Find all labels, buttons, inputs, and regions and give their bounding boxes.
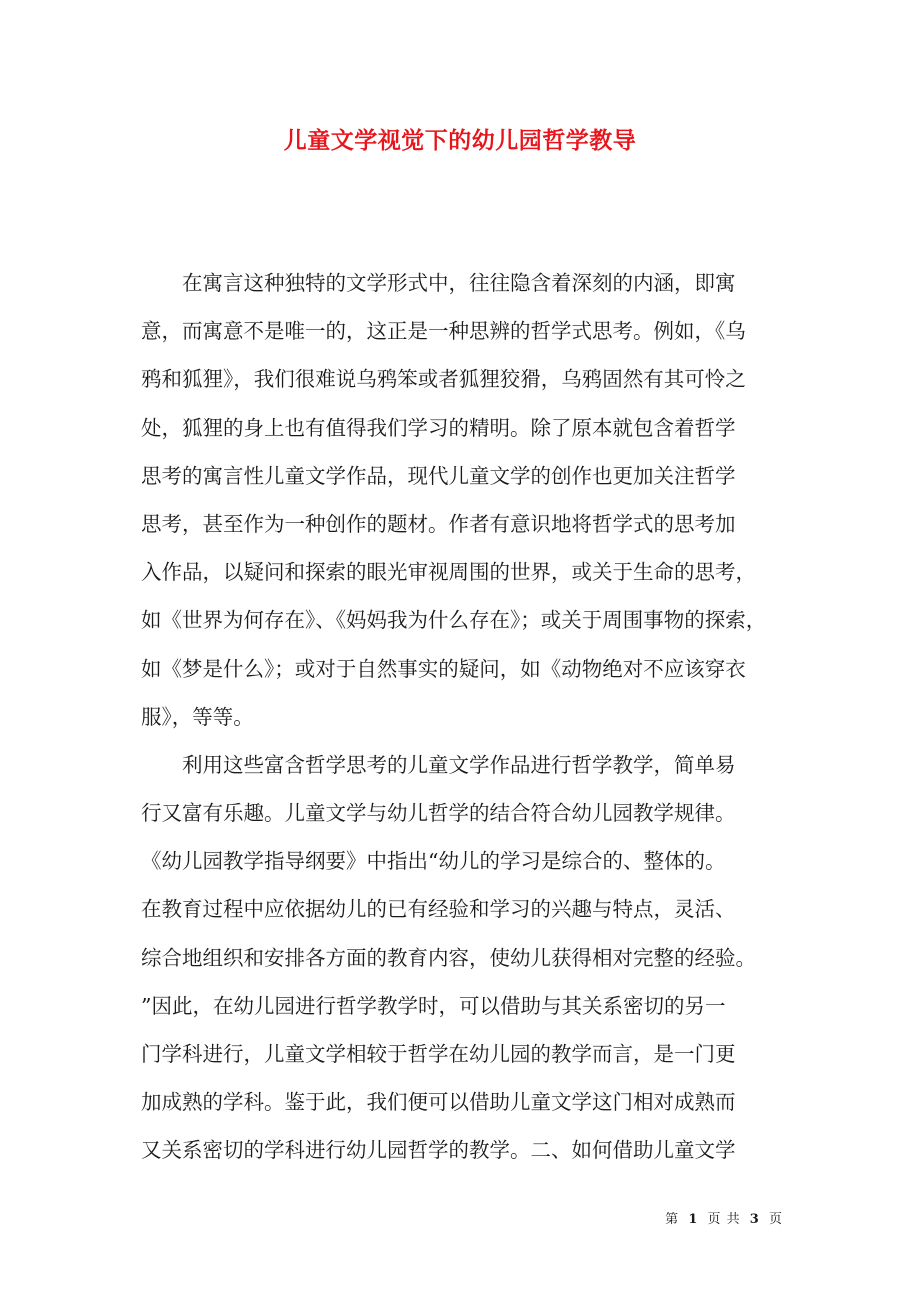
paragraph-2-line-5: 综合地组织和安排各方面的教育内容，使幼儿获得相对完整的经验。 (141, 945, 756, 970)
paragraph-2-line-2: 行又富有乐趣。儿童文学与幼儿哲学的结合符合幼儿园教学规律。 (141, 801, 736, 826)
paragraph-2-line-7: 门学科进行，儿童文学相较于哲学在幼儿园的教学而言，是一门更 (141, 1042, 736, 1066)
current-page-number: 1 (688, 1212, 699, 1227)
total-pages-number: 3 (749, 1212, 760, 1227)
paragraph-1-line-4: 处，狐狸的身上也有值得我们学习的精明。除了原本就包含着哲学 (141, 415, 736, 440)
paragraph-2-line-3: 《幼儿园教学指导纲要》中指出“幼儿的学习是综合的、整体的。 (141, 849, 726, 874)
paragraph-1-line-1: 在寓言这种独特的文学形式中，往往隐含着深刻的内涵，即寓 (182, 271, 736, 295)
paragraph-1-line-6: 思考，甚至作为一种创作的题材。作者有意识地将哲学式的思考加 (141, 511, 736, 536)
paragraph-1-line-7: 入作品，以疑问和探索的眼光审视周围的世界，或关于生命的思考， (141, 560, 756, 585)
paragraph-2-line-6: ”因此，在幼儿园进行哲学教学时，可以借助与其关系密切的另一 (141, 993, 726, 1018)
paragraph-2-line-9: 又关系密切的学科进行幼儿园哲学的教学。二、如何借助儿童文学 (141, 1138, 736, 1163)
page-label-prefix: 第 (665, 1212, 680, 1227)
page-label-mid: 页 共 (707, 1212, 741, 1227)
paragraph-2-line-4: 在教育过程中应依据幼儿的已有经验和学习的兴趣与特点，灵活、 (141, 897, 736, 922)
paragraph-1-line-5: 思考的寓言性儿童文学作品，现代儿童文学的创作也更加关注哲学 (141, 463, 736, 488)
paragraph-2-line-8: 加成熟的学科。鉴于此，我们便可以借助儿童文学这门相对成熟而 (141, 1090, 736, 1115)
document-title: 儿童文学视觉下的幼儿园哲学教导 (283, 127, 637, 154)
paragraph-1-line-9: 如《梦是什么》；或对于自然事实的疑问，如《动物绝对不应该穿衣 (141, 656, 746, 681)
paragraph-2-line-1: 利用这些富含哲学思考的儿童文学作品进行哲学教学，简单易 (182, 752, 736, 777)
paragraph-1-line-8: 如《世界为何存在》、《妈妈我为什么存在》；或关于周围事物的探索， (141, 608, 767, 633)
page-footer (665, 1208, 783, 1227)
paragraph-1-line-3: 鸦和狐狸》，我们很难说乌鸦笨或者狐狸狡猾，乌鸦固然有其可怜之 (141, 367, 746, 392)
paragraph-1-line-2: 意，而寓意不是唯一的，这正是一种思辨的哲学式思考。例如，《乌 (141, 319, 746, 344)
document-body (141, 259, 791, 1175)
page-label-suffix: 页 (768, 1212, 783, 1227)
paragraph-1-line-10: 服》，等等。 (141, 704, 254, 729)
